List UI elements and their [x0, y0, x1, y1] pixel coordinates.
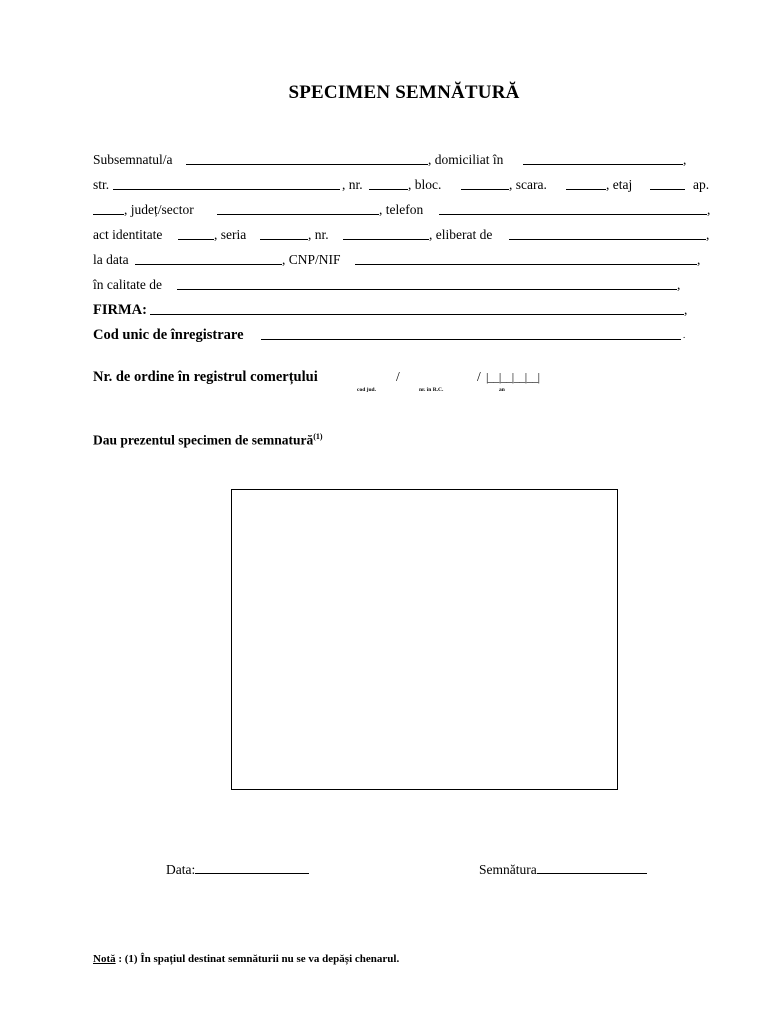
signature-box[interactable] [231, 489, 618, 790]
label-nr: , nr. [342, 177, 363, 192]
row-cui [93, 327, 713, 343]
label-ap: ap. [693, 177, 710, 192]
label-scara: , scara. [509, 177, 547, 192]
slash-1: / [396, 369, 400, 384]
label-registru: Nr. de ordine în registrul comerțului [93, 369, 318, 385]
label-judet: , județ/sector [124, 202, 194, 217]
footer-data [166, 862, 309, 878]
field-telefon[interactable] [439, 202, 707, 215]
field-strada[interactable] [113, 177, 340, 190]
field-data[interactable] [195, 862, 309, 874]
row-judet [93, 202, 713, 218]
field-nume[interactable] [186, 152, 428, 165]
label-bloc: , bloc. [408, 177, 442, 192]
dot: . [683, 330, 686, 340]
slash-2: / [477, 369, 481, 384]
comma: , [677, 277, 681, 292]
comma: , [683, 152, 687, 167]
label-semnatura: Semnătura [479, 862, 537, 877]
field-firma[interactable] [150, 302, 684, 315]
row-specimen [93, 429, 713, 448]
label-cnp: , CNP/NIF [282, 252, 341, 267]
specimen-label: Dau prezentul specimen de semnatură [93, 432, 314, 448]
label-telefon: , telefon [379, 202, 424, 217]
comma: , [697, 252, 701, 267]
comma: , [707, 202, 711, 217]
field-seria[interactable] [260, 227, 308, 240]
label-etaj: , etaj [606, 177, 633, 192]
sub-cod-jud: cod jud. [357, 387, 376, 393]
comma: , [684, 302, 688, 317]
row-act [93, 227, 713, 243]
label-la-data: la data [93, 252, 129, 267]
note [93, 953, 399, 965]
note-label: Notă [93, 953, 116, 965]
field-eliberat[interactable] [509, 227, 706, 240]
label-nr2: , nr. [308, 227, 329, 242]
field-etaj[interactable] [650, 177, 685, 190]
label-data: Data: [166, 862, 196, 877]
row-registru [93, 369, 713, 385]
field-calitate[interactable] [177, 277, 677, 290]
field-domiciliu[interactable] [523, 152, 683, 165]
label-domiciliat: , domiciliat în [428, 152, 504, 167]
label-act: act identitate [93, 227, 163, 242]
field-nr[interactable] [369, 177, 408, 190]
row-data-cnp [93, 252, 713, 268]
label-seria: , seria [214, 227, 247, 242]
field-semnatura[interactable] [537, 862, 647, 874]
label-firma: FIRMA: [93, 302, 147, 318]
field-la-data[interactable] [135, 252, 282, 265]
label-str: str. [93, 177, 110, 192]
row-calitate [93, 277, 713, 293]
comma: , [706, 227, 710, 242]
label-cui: Cod unic de înregistrare [93, 327, 244, 343]
footer-semnatura [479, 862, 647, 878]
page-title: SPECIMEN SEMNĂTURĂ [288, 82, 520, 103]
note-text: : (1) În spațiul destinat semnăturii nu se va depăși chenarul. [115, 953, 400, 965]
field-judet[interactable] [217, 202, 379, 215]
field-an-registru[interactable]: |__|__|__|__| [486, 370, 540, 384]
field-bloc[interactable] [461, 177, 509, 190]
row-adresa [93, 177, 713, 193]
field-cnp[interactable] [355, 252, 697, 265]
field-act[interactable] [178, 227, 214, 240]
row-firma [93, 302, 713, 318]
field-cui[interactable] [261, 327, 681, 340]
field-nr-act[interactable] [343, 227, 429, 240]
specimen-text [93, 429, 323, 449]
row-subsemnatul [93, 152, 713, 168]
field-ap[interactable] [93, 202, 124, 215]
sub-nr-rc: nr. în R.C. [419, 387, 444, 393]
footnote-marker: (1) [313, 432, 323, 441]
field-scara[interactable] [566, 177, 606, 190]
sub-an: an [499, 387, 505, 393]
label-calitate: în calitate de [93, 277, 162, 292]
label-subsemnatul: Subsemnatul/a [93, 152, 173, 167]
label-eliberat: , eliberat de [429, 227, 493, 242]
